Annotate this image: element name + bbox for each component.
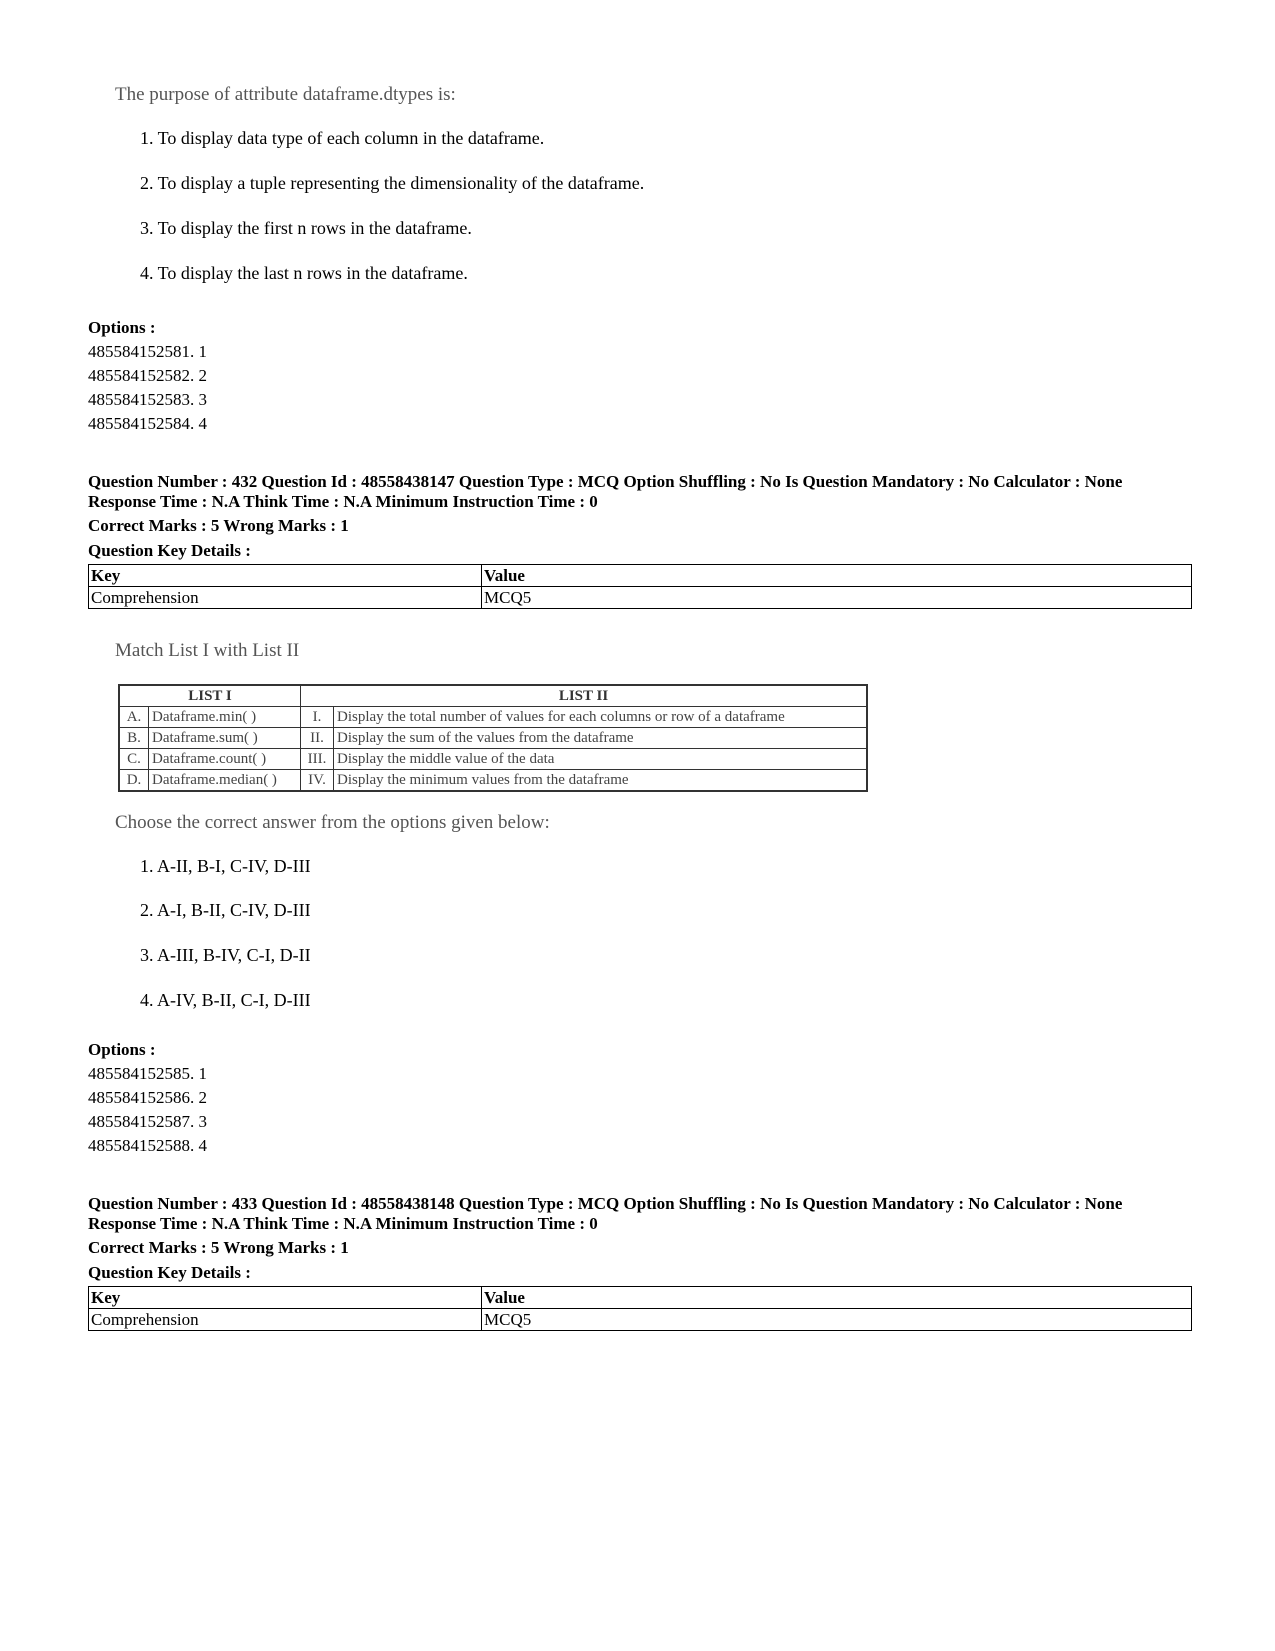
list2-item: Display the sum of the values from the dataframe: [334, 728, 868, 749]
question-meta-line: Response Time : N.A Think Time : N.A Minimum Instruction Time : 0: [88, 1214, 598, 1233]
list1-item: Dataframe.count( ): [149, 749, 301, 770]
row-roman: I.: [301, 707, 334, 728]
table-row: [119, 770, 867, 792]
question-meta: [88, 1194, 1198, 1234]
match-table: [118, 684, 868, 792]
key-cell: Comprehension: [89, 1309, 482, 1331]
option-item: 485584152588. 4: [88, 1136, 207, 1155]
key-details-table: [88, 564, 1192, 609]
value-header: Value: [482, 1287, 1192, 1309]
row-letter: B.: [119, 728, 149, 749]
option-item: 485584152585. 1: [88, 1064, 207, 1083]
question-meta-line: Question Number : 432 Question Id : 48558438147 Question Type : MCQ Option Shuffling : No Is Question Mandatory : No Calculator : None: [88, 472, 1123, 491]
answer-choice: 2. A-I, B-II, C-IV, D-III: [140, 900, 311, 920]
answer-choice: 4. To display the last n rows in the dataframe.: [140, 263, 468, 283]
row-letter: C.: [119, 749, 149, 770]
option-item: 485584152586. 2: [88, 1088, 207, 1107]
table-row: [119, 749, 867, 770]
key-header: Key: [89, 565, 482, 587]
value-header: Value: [482, 565, 1192, 587]
table-row: [119, 707, 867, 728]
answer-choice: 3. To display the first n rows in the dataframe.: [140, 218, 472, 238]
option-item: 485584152584. 4: [88, 414, 207, 433]
list2-header: LIST II: [301, 685, 868, 707]
row-roman: III.: [301, 749, 334, 770]
key-cell: Comprehension: [89, 587, 482, 609]
question-stem: The purpose of attribute dataframe.dtypes is:: [115, 84, 456, 105]
question-meta-line: Response Time : N.A Think Time : N.A Minimum Instruction Time : 0: [88, 492, 598, 511]
marks-line: Correct Marks : 5 Wrong Marks : 1: [88, 516, 349, 535]
value-cell: MCQ5: [482, 587, 1192, 609]
answer-choice: 3. A-III, B-IV, C-I, D-II: [140, 945, 311, 965]
answer-choice: 2. To display a tuple representing the dimensionality of the dataframe.: [140, 173, 645, 193]
question-stem: Match List I with List II: [115, 640, 300, 661]
answer-choice: 1. A-II, B-I, C-IV, D-III: [140, 856, 311, 876]
list2-item: Display the minimum values from the dataframe: [334, 770, 868, 792]
option-item: 485584152587. 3: [88, 1112, 207, 1131]
options-heading: Options :: [88, 318, 156, 337]
marks-line: Correct Marks : 5 Wrong Marks : 1: [88, 1238, 349, 1257]
question-meta: [88, 472, 1198, 512]
row-letter: A.: [119, 707, 149, 728]
key-header: Key: [89, 1287, 482, 1309]
key-details-heading: Question Key Details :: [88, 1263, 251, 1282]
option-item: 485584152581. 1: [88, 342, 207, 361]
row-roman: IV.: [301, 770, 334, 792]
options-heading: Options :: [88, 1040, 156, 1059]
instruction-text: Choose the correct answer from the options given below:: [115, 812, 550, 833]
list1-item: Dataframe.sum( ): [149, 728, 301, 749]
table-row: [119, 728, 867, 749]
row-letter: D.: [119, 770, 149, 792]
value-cell: MCQ5: [482, 1309, 1192, 1331]
answer-choice: 4. A-IV, B-II, C-I, D-III: [140, 990, 311, 1010]
row-roman: II.: [301, 728, 334, 749]
option-item: 485584152582. 2: [88, 366, 207, 385]
list1-item: Dataframe.median( ): [149, 770, 301, 792]
list1-header: LIST I: [119, 685, 301, 707]
key-details-heading: Question Key Details :: [88, 541, 251, 560]
question-meta-line: Question Number : 433 Question Id : 48558438148 Question Type : MCQ Option Shuffling : No Is Question Mandatory : No Calculator : None: [88, 1194, 1123, 1213]
list2-item: Display the total number of values for each columns or row of a dataframe: [334, 707, 868, 728]
option-item: 485584152583. 3: [88, 390, 207, 409]
list2-item: Display the middle value of the data: [334, 749, 868, 770]
key-details-table: [88, 1286, 1192, 1331]
list1-item: Dataframe.min( ): [149, 707, 301, 728]
answer-choice: 1. To display data type of each column in the dataframe.: [140, 128, 545, 148]
